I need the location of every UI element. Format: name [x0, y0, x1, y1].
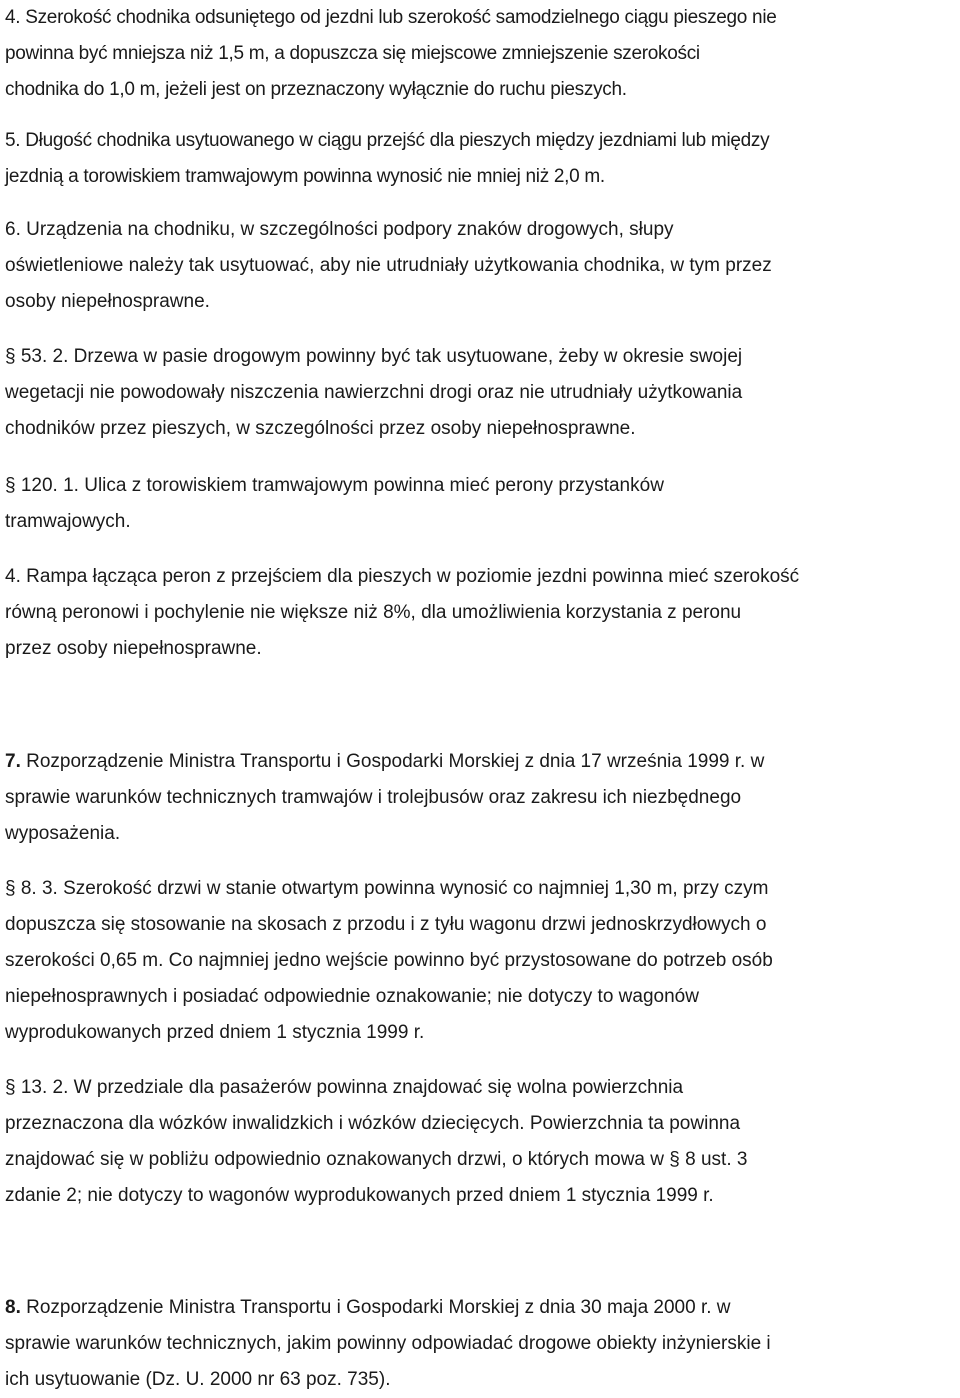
regulation-title: Rozporządzenie Ministra Transportu i Gospodarki Morskiej z dnia 30 maja 2000 r. w [20, 1297, 731, 1318]
text-line: tramwajowych. [5, 511, 131, 532]
text-line: dopuszcza się stosowanie na skosach z przodu i z tyłu wagonu drzwi jednoskrzydłowych o [5, 914, 767, 935]
text-line: § 8. 3. Szerokość drzwi w stanie otwartym powinna wynosić co najmniej 1,30 m, przy czym [5, 878, 769, 899]
text-line: 4. Rampa łącząca peron z przejściem dla pieszych w poziomie jezdni powinna mieć szerokość [5, 566, 800, 587]
text-line [5, 744, 955, 780]
paragraph-4-ramp [5, 559, 955, 667]
regulation-number: 8. [5, 1297, 21, 1318]
text-line: znajdować się w pobliżu odpowiednio oznakowanych drzwi, o których mowa w § 8 ust. 3 [5, 1149, 748, 1170]
text-line: powinna być mniejsza niż 1,5 m, a dopuszcza się miejscowe zmniejszenie szerokości [5, 43, 700, 64]
text-line: 6. Urządzenia na chodniku, w szczególności podpory znaków drogowych, słupy [5, 219, 674, 240]
text-line: oświetleniowe należy tak usytuować, aby nie utrudniały użytkowania chodnika, w tym przez [5, 255, 772, 276]
paragraph-8-door-width [5, 871, 955, 1051]
paragraph-120-tram-platforms [5, 468, 955, 540]
regulation-7-heading [5, 744, 955, 852]
text-line: chodników przez pieszych, w szczególności przez osoby niepełnosprawne. [5, 418, 636, 439]
text-line: 4. Szerokość chodnika odsuniętego od jezdni lub szerokość samodzielnego ciągu pieszego nie [5, 7, 777, 28]
text-line: § 53. 2. Drzewa w pasie drogowym powinny być tak usytuowane, żeby w okresie swojej [5, 346, 743, 367]
text-line [5, 1290, 955, 1326]
text-line: § 120. 1. Ulica z torowiskiem tramwajowym powinna mieć perony przystanków [5, 475, 664, 496]
paragraph-6-sidewalk-devices [5, 212, 955, 320]
regulation-8-heading [5, 1290, 955, 1398]
text-line: chodnika do 1,0 m, jeżeli jest on przeznaczony wyłącznie do ruchu pieszych. [5, 79, 627, 100]
text-line: 5. Długość chodnika usytuowanego w ciągu przejść dla pieszych między jezdniami lub między [5, 130, 770, 151]
text-line: osoby niepełnosprawne. [5, 291, 210, 312]
text-line: zdanie 2; nie dotyczy to wagonów wyprodukowanych przed dniem 1 stycznia 1999 r. [5, 1185, 714, 1206]
text-line: niepełnosprawnych i posiadać odpowiednie oznakowanie; nie dotyczy to wagonów [5, 986, 699, 1007]
paragraph-13-wheelchair-space [5, 1070, 955, 1214]
text-line: wyposażenia. [5, 823, 121, 844]
text-line: wegetacji nie powodowały niszczenia nawierzchni drogi oraz nie utrudniały użytkowania [5, 382, 743, 403]
regulation-number: 7. [5, 751, 21, 772]
text-line: szerokości 0,65 m. Co najmniej jedno wejście powinno być przystosowane do potrzeb osób [5, 950, 773, 971]
text-line: jezdnią a torowiskiem tramwajowym powinna wynosić nie mniej niż 2,0 m. [5, 166, 605, 187]
text-line: równą peronowi i pochylenie nie większe niż 8%, dla umożliwienia korzystania z peronu [5, 602, 742, 623]
text-line: przez osoby niepełnosprawne. [5, 638, 262, 659]
text-line: sprawie warunków technicznych, jakim powinny odpowiadać drogowe obiekty inżynierskie i [5, 1333, 771, 1354]
paragraph-4-sidewalk-width [5, 0, 955, 108]
text-line: ich usytuowanie (Dz. U. 2000 nr 63 poz. 735). [5, 1369, 391, 1390]
paragraph-5-sidewalk-length [5, 123, 955, 195]
regulation-title: Rozporządzenie Ministra Transportu i Gospodarki Morskiej z dnia 17 września 1999 r. w [20, 751, 765, 772]
paragraph-53-trees [5, 339, 955, 447]
text-line: § 13. 2. W przedziale dla pasażerów powinna znajdować się wolna powierzchnia [5, 1077, 684, 1098]
text-line: sprawie warunków technicznych tramwajów i trolejbusów oraz zakresu ich niezbędnego [5, 787, 742, 808]
text-line: wyprodukowanych przed dniem 1 stycznia 1999 r. [5, 1022, 425, 1043]
text-line: przeznaczona dla wózków inwalidzkich i wózków dziecięcych. Powierzchnia ta powinna [5, 1113, 741, 1134]
